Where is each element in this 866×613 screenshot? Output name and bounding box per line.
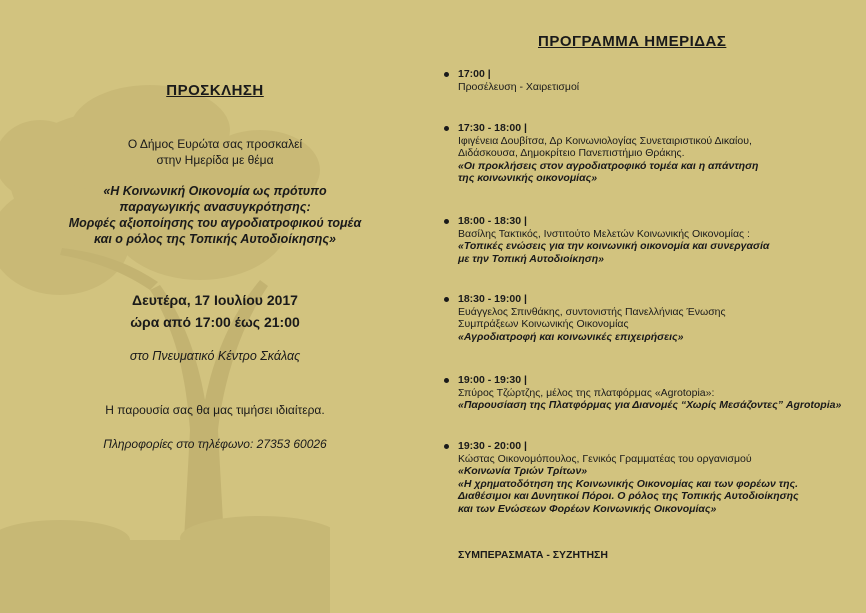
item-line: Ευάγγελος Σπινθάκης, συντονιστής Πανελλήνιας Ένωσης	[458, 305, 726, 318]
item-time: 19:00 - 19:30 |	[458, 374, 527, 386]
item-talk-title: «Αγροδιατροφή και κοινωνικές επιχειρήσεις»	[458, 330, 684, 343]
program-panel	[430, 0, 866, 613]
item-time: 18:00 - 18:30 |	[458, 215, 527, 227]
program-item	[444, 215, 854, 265]
program-item	[444, 374, 854, 412]
bullet-icon	[444, 126, 449, 131]
item-talk-title: «Η χρηματοδότηση της Κοινωνικής Οικονομίας και των φορέων της.	[458, 477, 799, 490]
item-line: Ιφιγένεια Δουβίτσα, Δρ Κοινωνιολογίας Συνεταιριστικού Δικαίου,	[458, 134, 752, 147]
intro-line: Ο Δήμος Ευρώτα σας προσκαλεί	[127, 137, 303, 151]
item-time: 17:00 |	[458, 68, 491, 80]
item-talk-title: «Τοπικές ενώσεις για την κοινωνική οικονομία και συνεργασία	[458, 240, 770, 252]
item-time: 17:30 - 18:00 |	[458, 122, 527, 134]
bullet-icon	[444, 72, 449, 77]
intro-line: στην Ημερίδα με θέμα	[156, 153, 274, 167]
item-talk-title: «Οι προκλήσεις στον αγροδιατροφικό τομέα και η απάντηση	[458, 159, 759, 172]
program-item	[444, 440, 854, 515]
topic-line: και ο ρόλος της Τοπικής Αυτοδιοίκησης»	[94, 232, 336, 246]
bullet-icon	[444, 444, 449, 449]
item-line: Σπύρος Τζώρτζης, μέλος της πλατφόρμας «Agrotopia»:	[458, 386, 715, 399]
item-talk-title: με την Τοπική Αυτοδιοίκηση»	[458, 252, 605, 265]
item-talk-title: «Κοινωνία Τριών Τρίτων»	[458, 465, 588, 477]
contact-info: Πληροφορίες στο τηλέφωνο: 27353 60026	[103, 437, 327, 451]
event-topic	[0, 183, 430, 247]
bullet-icon	[444, 378, 449, 383]
invitation-panel	[0, 0, 430, 613]
topic-line: Μορφές αξιοποίησης του αγροδιατροφικού τομέα	[68, 216, 362, 230]
item-line: Βασίλης Τακτικός, Ινστιτούτο Μελετών Κοινωνικής Οικονομίας :	[458, 227, 750, 240]
item-line: Κώστας Οικονομόπουλος, Γενικός Γραμματέας του οργανισμού	[458, 452, 752, 465]
event-hours: ώρα από 17:00 έως 21:00	[130, 314, 300, 330]
item-time: 18:30 - 19:00 |	[458, 293, 527, 305]
program-title: ΠΡΟΓΡΑΜΜΑ ΗΜΕΡΙΔΑΣ	[538, 33, 727, 50]
event-venue: στο Πνευματικό Κέντρο Σκάλας	[129, 349, 301, 363]
item-talk-title: και των Ενώσεων Φορέων Κοινωνικής Οικονομίας»	[458, 502, 717, 515]
item-talk-title: της κοινωνικής οικονομίας»	[458, 172, 598, 184]
item-talk-title: «Παρουσίαση της Πλατφόρμας για Διανομές “Χωρίς Μεσάζοντες” Agrotopia»	[458, 399, 842, 411]
program-item	[444, 122, 854, 185]
program-item	[444, 68, 854, 93]
event-datetime	[0, 289, 430, 333]
item-line: Προσέλευση - Χαιρετισμοί	[458, 80, 580, 93]
bullet-icon	[444, 219, 449, 224]
invitation-intro	[0, 136, 430, 168]
program-conclusion: ΣΥΜΠΕΡΑΣΜΑΤΑ - ΣΥΖΗΤΗΣΗ	[458, 549, 608, 561]
presence-note: Η παρουσία σας θα μας τιμήσει ιδιαίτερα.	[105, 403, 325, 417]
event-date: Δευτέρα, 17 Ιουλίου 2017	[132, 292, 298, 308]
bullet-icon	[444, 297, 449, 302]
item-time: 19:30 - 20:00 |	[458, 440, 527, 452]
item-line: Διδάσκουσα, Δημοκρίτειο Πανεπιστήμιο Θράκης.	[458, 147, 685, 159]
topic-line: παραγωγικής ανασυγκρότησης:	[119, 200, 311, 214]
item-line: Συμπράξεων Κοινωνικής Οικονομίας	[458, 318, 629, 330]
topic-line: «Η Κοινωνική Οικονομία ως πρότυπο	[103, 184, 327, 198]
item-talk-title: Διαθέσιμοι και Δυνητικοί Πόροι. Ο ρόλος της Τοπικής Αυτοδιοίκησης	[458, 490, 799, 502]
invitation-title: ΠΡΟΣΚΛΗΣΗ	[166, 82, 264, 99]
program-item	[444, 293, 854, 343]
